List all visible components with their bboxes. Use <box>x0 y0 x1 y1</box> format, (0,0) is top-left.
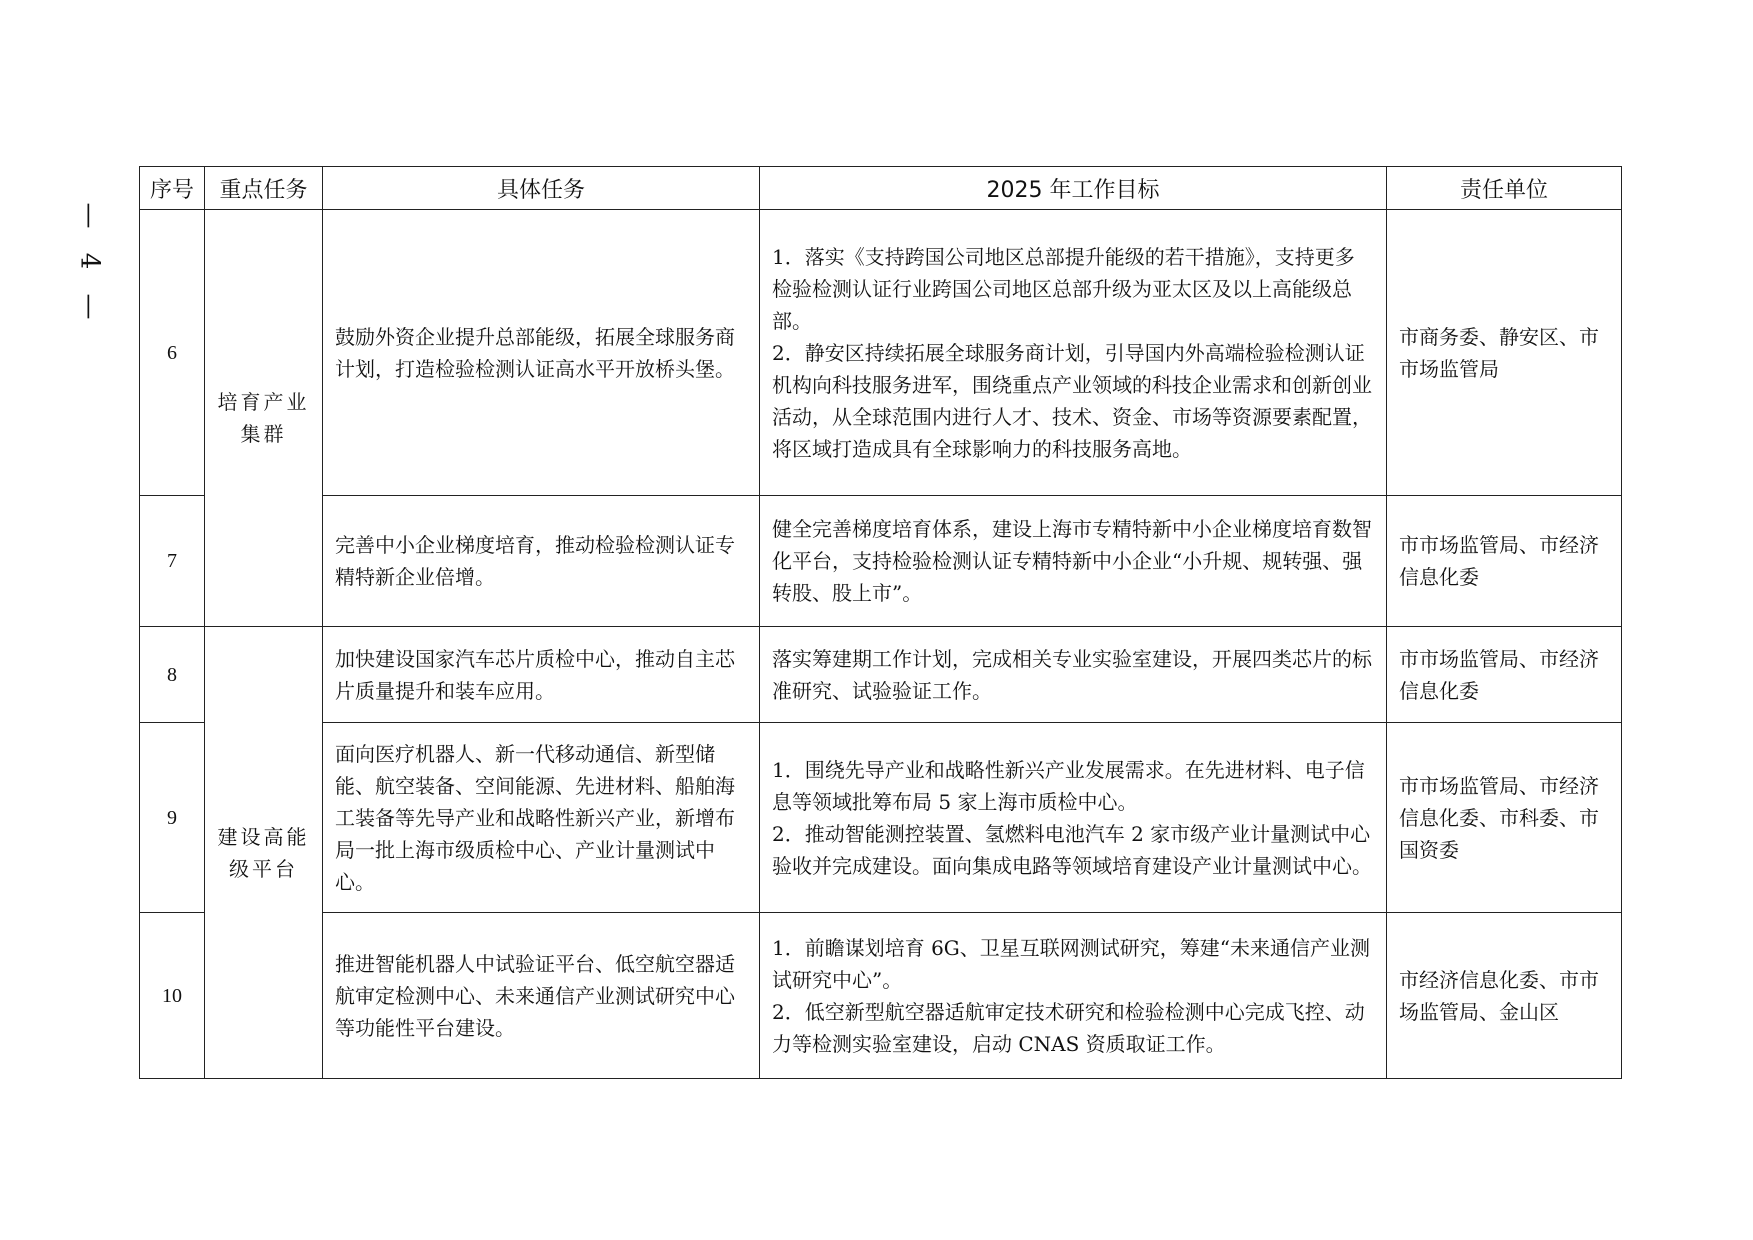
category-cell: 建设高能级平台 <box>205 627 323 1079</box>
task-cell: 完善中小企业梯度培育，推动检验检测认证专精特新企业倍增。 <box>323 496 760 627</box>
row-number: 6 <box>140 210 205 496</box>
unit-cell: 市市场监管局、市经济信息化委 <box>1387 496 1622 627</box>
goal-cell <box>760 723 1387 913</box>
unit-cell: 市市场监管局、市经济信息化委、市科委、市国资委 <box>1387 723 1622 913</box>
goal-cell <box>760 210 1387 496</box>
unit-cell: 市经济信息化委、市市场监管局、金山区 <box>1387 913 1622 1079</box>
task-cell: 鼓励外资企业提升总部能级，拓展全球服务商计划，打造检验检测认证高水平开放桥头堡。 <box>323 210 760 496</box>
task-cell: 推进智能机器人中试验证平台、低空航空器适航审定检测中心、未来通信产业测试研究中心等功能性平台建设。 <box>323 913 760 1079</box>
unit-cell: 市商务委、静安区、市市场监管局 <box>1387 210 1622 496</box>
header-2025-goal: 2025 年工作目标 <box>760 167 1387 210</box>
goal-cell <box>760 496 1387 627</box>
goal-item: 1．前瞻谋划培育 6G、卫星互联网测试研究，筹建“未来通信产业测试研究中心”。 <box>772 935 1371 992</box>
table-row <box>140 627 1622 723</box>
category-cell: 培育产业集群 <box>205 210 323 627</box>
goal-cell <box>760 627 1387 723</box>
page-number-text: — 4 — <box>75 202 106 328</box>
row-number: 10 <box>140 913 205 1079</box>
goal-item: 2．推动智能测控装置、氢燃料电池汽车 2 家市级产业计量测试中心验收并完成建设。面向集成电路等领域培育建设产业计量测试中心。 <box>772 821 1372 878</box>
goal-item: 1．落实《支持跨国公司地区总部提升能级的若干措施》，支持更多检验检测认证行业跨国公司地区总部升级为亚太区及以上高能级总部。 <box>772 244 1355 333</box>
goal-item: 2．静安区持续拓展全球服务商计划，引导国内外高端检验检测认证机构向科技服务进军，围绕重点产业领域的科技企业需求和创新创业活动，从全球范围内进行人才、技术、资金、市场等资源要素配置，将区域打造成具有全球影响力的科技服务高地。 <box>772 340 1372 461</box>
header-number: 序号 <box>140 167 205 210</box>
goal-item: 落实筹建期工作计划，完成相关专业实验室建设，开展四类芯片的标准研究、试验验证工作。 <box>772 646 1372 703</box>
unit-cell: 市市场监管局、市经济信息化委 <box>1387 627 1622 723</box>
goal-item: 健全完善梯度培育体系，建设上海市专精特新中小企业梯度培育数智化平台，支持检验检测认证专精特新中小企业“小升规、规转强、强转股、股上市”。 <box>772 517 1372 605</box>
table-header-row <box>140 167 1622 210</box>
page-number <box>60 202 120 328</box>
header-responsible-unit: 责任单位 <box>1387 167 1622 210</box>
tasks-table <box>139 166 1622 1079</box>
task-cell: 面向医疗机器人、新一代移动通信、新型储能、航空装备、空间能源、先进材料、船舶海工装备等先导产业和战略性新兴产业，新增布局一批上海市级质检中心、产业计量测试中心。 <box>323 723 760 913</box>
row-number: 8 <box>140 627 205 723</box>
row-number: 9 <box>140 723 205 913</box>
goal-item: 1．围绕先导产业和战略性新兴产业发展需求。在先进材料、电子信息等领域批筹布局 5 家上海市质检中心。 <box>772 757 1365 814</box>
table-row <box>140 913 1622 1079</box>
row-number: 7 <box>140 496 205 627</box>
task-cell: 加快建设国家汽车芯片质检中心，推动自主芯片质量提升和装车应用。 <box>323 627 760 723</box>
header-specific-task: 具体任务 <box>323 167 760 210</box>
table-row <box>140 210 1622 496</box>
table-row <box>140 723 1622 913</box>
table-row <box>140 496 1622 627</box>
header-key-task: 重点任务 <box>205 167 323 210</box>
goal-cell <box>760 913 1387 1079</box>
goal-item: 2．低空新型航空器适航审定技术研究和检验检测中心完成飞控、动力等检测实验室建设，启动 CNAS 资质取证工作。 <box>772 999 1365 1056</box>
